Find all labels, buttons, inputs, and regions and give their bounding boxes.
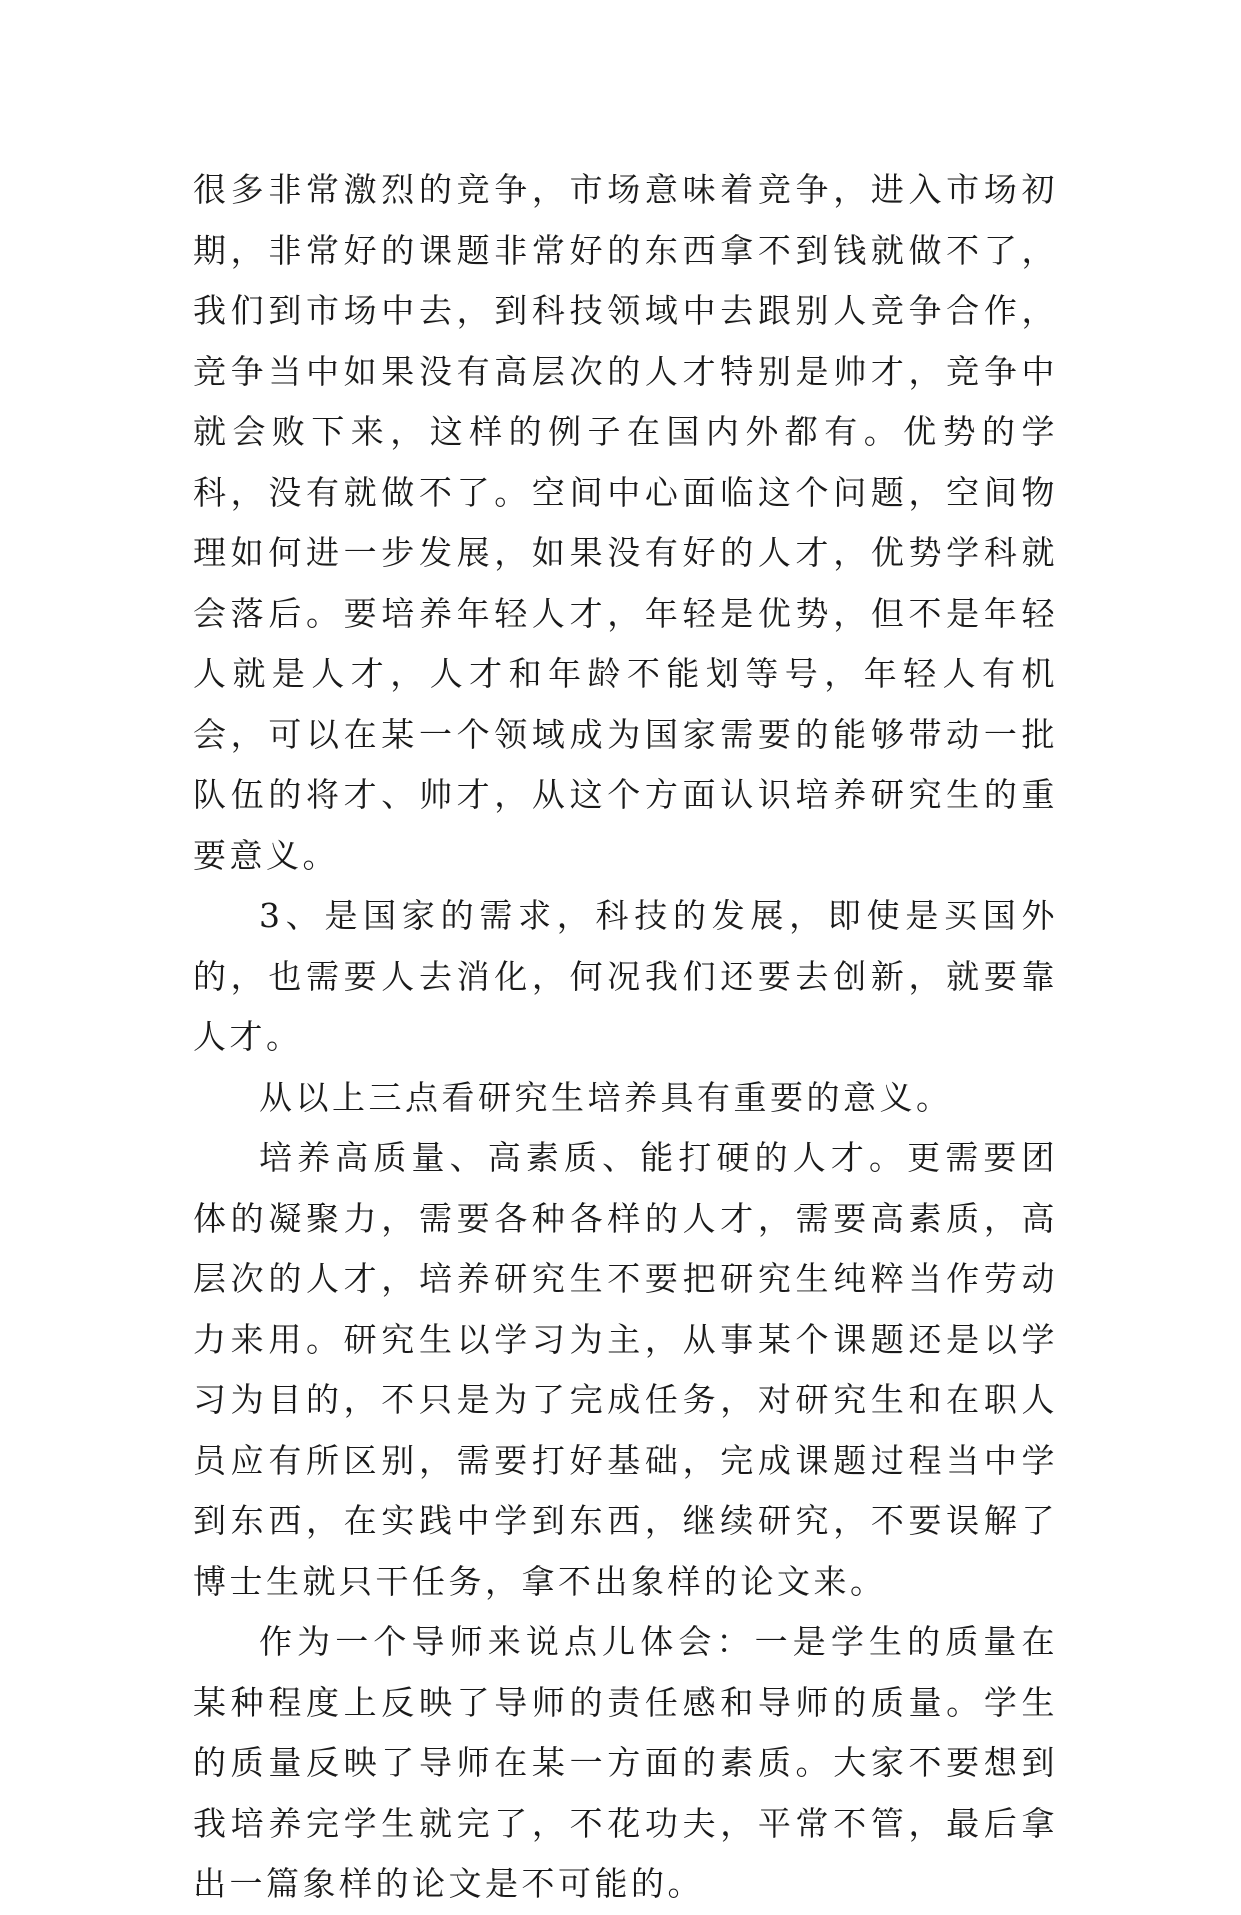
paragraph-summary: 从以上三点看研究生培养具有重要的意义。 xyxy=(259,1077,953,1117)
paragraph-quality-talent: 培养高质量、高素质、能打硬的人才。更需要团体的凝聚力，需要各种各样的人才，需要高素质，高层次的人才，培养研究生不要把研究生纯粹当作劳动力来用。研究生以学习为主，从事某个课题还是以学习为目的，不只是为了完成任务，对研究生和在职人员应有所区别，需要打好基础，完成课题过程当中学到东西，在实践中学到东西，继续研究，不要误解了博士生就只干任务，拿不出象样的论文来。 xyxy=(193,1138,1058,1601)
paragraph-advisor-experience: 作为一个导师来说点儿体会：一是学生的质量在某种程度上反映了导师的责任感和导师的质量。学生的质量反映了导师在某一方面的素质。大家不要想到我培养完学生就完了，不花功夫，平常不管，最后拿出一篇象样的论文是不可能的。 xyxy=(193,1622,1058,1903)
paragraph-point-3: 3、是国家的需求，科技的发展，即使是买国外的，也需要人去消化，何况我们还要去创新，就要靠人才。 xyxy=(193,896,1058,1056)
document-body xyxy=(193,160,1058,1915)
paragraph-continuation: 很多非常激烈的竞争，市场意味着竞争，进入市场初期，非常好的课题非常好的东西拿不到钱就做不了，我们到市场中去，到科技领域中去跟别人竞争合作，竞争当中如果没有高层次的人才特别是帅才，竞争中就会败下来，这样的例子在国内外都有。优势的学科，没有就做不了。空间中心面临这个问题，空间物理如何进一步发展，如果没有好的人才，优势学科就会落后。要培养年轻人才，年轻是优势，但不是年轻人就是人才，人才和年龄不能划等号，年轻人有机会，可以在某一个领域成为国家需要的能够带动一批队伍的将才、帅才，从这个方面认识培养研究生的重要意义。 xyxy=(193,170,1058,875)
